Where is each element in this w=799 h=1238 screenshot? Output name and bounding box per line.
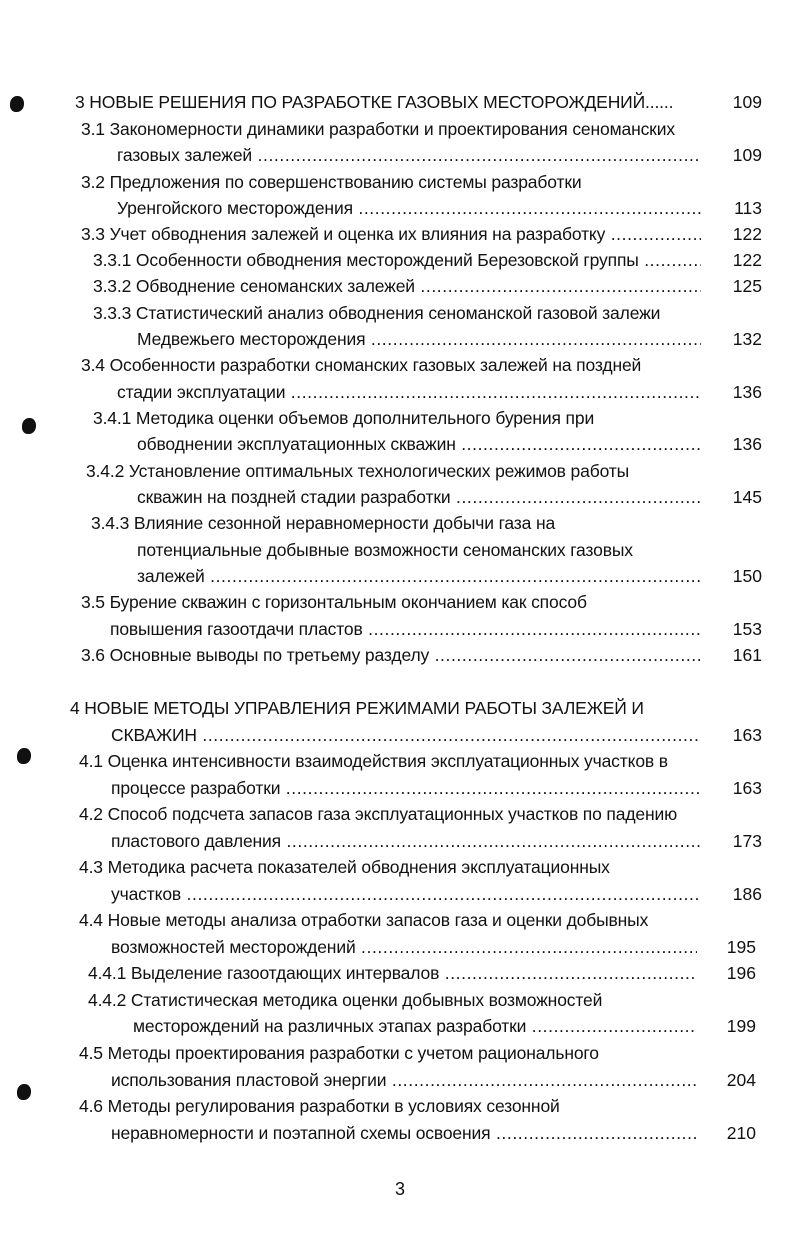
toc-entry-continuation: неравномерности и поэтапной схемы освоения ..... bbox=[111, 1122, 697, 1144]
toc-subentry: 3.3.2 Обводнение сеноманских залежей ..... bbox=[93, 275, 701, 297]
toc-page-number: 163 bbox=[732, 725, 762, 745]
toc-entry: 3.5 Бурение скважин с горизонтальным окончанием как способ bbox=[81, 592, 587, 612]
toc-entry: 3.6 Основные выводы по третьему разделу ..... bbox=[81, 644, 701, 666]
toc-entry-continuation: стадии эксплуатации ..... bbox=[117, 381, 701, 403]
toc-entry-continuation: месторождений на различных этапах разработки ..... bbox=[133, 1015, 697, 1037]
toc-page-number: 122 bbox=[732, 224, 762, 244]
toc-entry-continuation: возможностей месторождений ..... bbox=[111, 936, 697, 958]
toc-entry: 4.3 Методика расчета показателей обводнения эксплуатационных bbox=[79, 857, 610, 877]
binding-hole-mark bbox=[17, 748, 31, 764]
toc-page-number: 163 bbox=[732, 778, 762, 798]
toc-page-number: 186 bbox=[732, 884, 762, 904]
binding-hole-mark bbox=[17, 1084, 31, 1100]
toc-page-number: 204 bbox=[726, 1070, 756, 1090]
toc-entry-continuation: скважин на поздней стадии разработки ..... bbox=[137, 486, 701, 508]
toc-entry: 4.4 Новые методы анализа отработки запасов газа и оценки добывных bbox=[79, 910, 649, 930]
toc-subentry: 3.3.3 Статистический анализ обводнения сеноманской газовой залежи bbox=[93, 303, 661, 323]
toc-page-number: 161 bbox=[732, 645, 762, 665]
toc-page-number: 210 bbox=[726, 1123, 756, 1143]
toc-page-number: 122 bbox=[732, 250, 762, 270]
toc-page-number: 173 bbox=[732, 831, 762, 851]
toc-chapter-title: 3 НОВЫЕ РЕШЕНИЯ ПО РАЗРАБОТКЕ ГАЗОВЫХ МЕСТОРОЖДЕНИЙ...... bbox=[75, 92, 674, 112]
toc-page-number: 113 bbox=[734, 198, 762, 218]
toc-page-number: 196 bbox=[726, 963, 756, 983]
toc-page-number: 132 bbox=[732, 329, 762, 349]
toc-entry: 4.5 Методы проектирования разработки с учетом рационального bbox=[79, 1043, 599, 1063]
toc-page-number: 199 bbox=[726, 1016, 756, 1036]
toc-page-number: 195 bbox=[726, 937, 756, 957]
toc-entry-continuation: потенциальные добывные возможности сеноманских газовых bbox=[137, 540, 633, 560]
binding-hole-mark bbox=[22, 418, 36, 434]
toc-entry-continuation: пластового давления ..... bbox=[111, 830, 701, 852]
toc-entry: 4.1 Оценка интенсивности взаимодействия эксплуатационных участков в bbox=[79, 751, 668, 771]
page-number: 3 bbox=[394, 1179, 405, 1199]
toc-page-number: 109 bbox=[732, 145, 762, 165]
toc-subentry: 3.4.1 Методика оценки объемов дополнительного бурения при bbox=[93, 408, 595, 428]
toc-subentry: 4.4.1 Выделение газоотдающих интервалов ..... bbox=[88, 962, 697, 984]
binding-hole-mark bbox=[10, 96, 24, 112]
toc-page-number: 136 bbox=[732, 434, 762, 454]
toc-entry: 3.1 Закономерности динамики разработки и проектирования сеноманских bbox=[81, 119, 675, 139]
toc-page-number: 136 bbox=[732, 382, 762, 402]
toc-entry-continuation: газовых залежей ..... bbox=[117, 144, 701, 166]
toc-entry: 4.6 Методы регулирования разработки в условиях сезонной bbox=[79, 1096, 560, 1116]
toc-subentry: 4.4.2 Статистическая методика оценки добывных возможностей bbox=[88, 990, 603, 1010]
toc-page-number: 150 bbox=[732, 566, 762, 586]
toc-subentry: 3.4.2 Установление оптимальных технологических режимов работы bbox=[86, 461, 630, 481]
toc-entry: 4.2 Способ подсчета запасов газа эксплуатационных участков по падению bbox=[79, 804, 678, 824]
toc-chapter-title: 4 НОВЫЕ МЕТОДЫ УПРАВЛЕНИЯ РЕЖИМАМИ РАБОТЫ ЗАЛЕЖЕЙ И bbox=[70, 698, 644, 718]
toc-page-number: 145 bbox=[732, 487, 762, 507]
toc-entry: 3.2 Предложения по совершенствованию системы разработки bbox=[81, 172, 582, 192]
toc-entry: 3.4 Особенности разработки сноманских газовых залежей на поздней bbox=[81, 355, 642, 375]
toc-entry-continuation: залежей ..... bbox=[137, 565, 701, 587]
toc-subentry: 3.3.1 Особенности обводнения месторождений Березовской группы ..... bbox=[93, 249, 701, 271]
toc-entry: 3.3 Учет обводнения залежей и оценка их влияния на разработку ..... bbox=[81, 223, 701, 245]
toc-entry-continuation: повышения газоотдачи пластов ..... bbox=[110, 618, 701, 640]
toc-page-number: 153 bbox=[732, 619, 762, 639]
toc-page-number: 109 bbox=[732, 92, 762, 112]
toc-entry-continuation: обводнении эксплуатационных скважин ..... bbox=[137, 433, 701, 455]
toc-subentry: 3.4.3 Влияние сезонной неравномерности добычи газа на bbox=[91, 513, 556, 533]
toc-entry-continuation: процессе разработки ..... bbox=[111, 777, 701, 799]
toc-entry-continuation: Уренгойского месторождения ..... bbox=[117, 197, 701, 219]
toc-page-number: 125 bbox=[732, 276, 762, 296]
toc-entry-continuation: СКВАЖИН ..... bbox=[111, 724, 701, 746]
toc-entry-continuation: использования пластовой энергии ..... bbox=[111, 1069, 697, 1091]
toc-entry-continuation: Медвежьего месторождения ..... bbox=[137, 328, 701, 350]
toc-entry-continuation: участков ..... bbox=[111, 883, 701, 905]
